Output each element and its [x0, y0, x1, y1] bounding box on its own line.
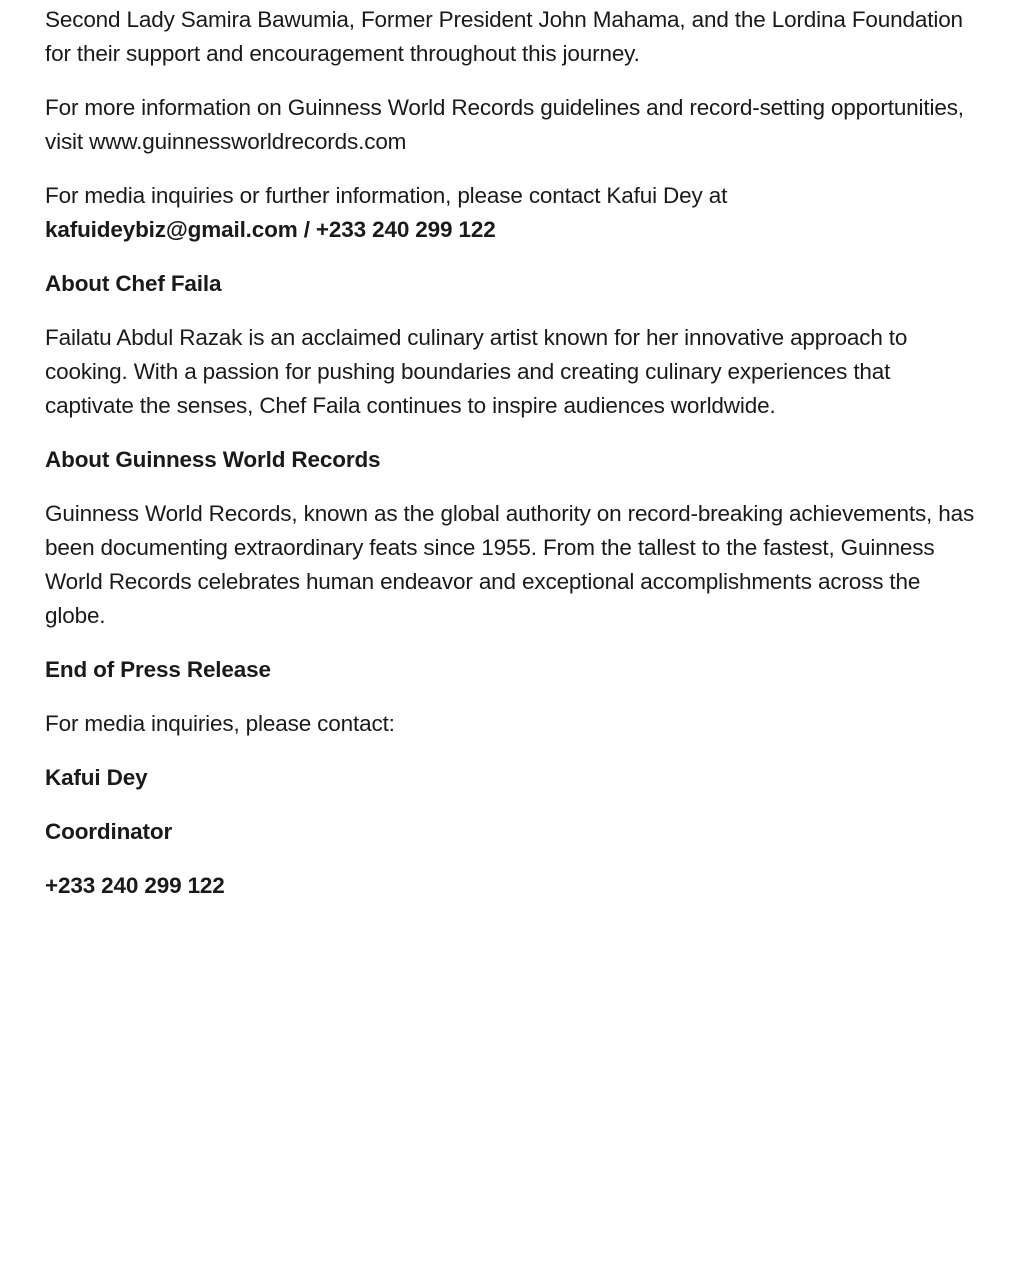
- contact-name: Kafui Dey: [45, 765, 148, 790]
- media-contact-details: kafuideybiz@gmail.com / +233 240 299 122: [45, 217, 496, 242]
- media-inquiries-block: [45, 179, 975, 247]
- more-info-paragraph: For more information on Guinness World Records guidelines and record-setting opportunities, visit www.guinnessworldrecords.com: [45, 95, 964, 154]
- press-release-page: [45, 0, 975, 923]
- end-of-release-label: End of Press Release: [45, 657, 271, 682]
- media-inquiries-text: For media inquiries or further information, please contact Kafui Dey at: [45, 183, 728, 208]
- about-chef-heading: About Chef Faila: [45, 271, 222, 296]
- contact-intro: For media inquiries, please contact:: [45, 711, 395, 736]
- contact-role: Coordinator: [45, 819, 173, 844]
- about-gwr-heading: About Guinness World Records: [45, 447, 381, 472]
- acknowledgement-paragraph: Second Lady Samira Bawumia, Former President John Mahama, and the Lordina Foundation for their support and encouragement throughout this journey.: [45, 7, 963, 66]
- contact-phone: +233 240 299 122: [45, 873, 225, 898]
- about-gwr-paragraph: Guinness World Records, known as the global authority on record-breaking achievements, has been documenting extraordinary feats since 1955. From the tallest to the fastest, Guinness World Records celebrates human endeavor and exceptional accomplishments across the globe.: [45, 501, 975, 628]
- about-chef-paragraph: Failatu Abdul Razak is an acclaimed culinary artist known for her innovative approach to cooking. With a passion for pushing boundaries and creating culinary experiences that captivate the senses, Chef Faila continues to inspire audiences worldwide.: [45, 325, 908, 418]
